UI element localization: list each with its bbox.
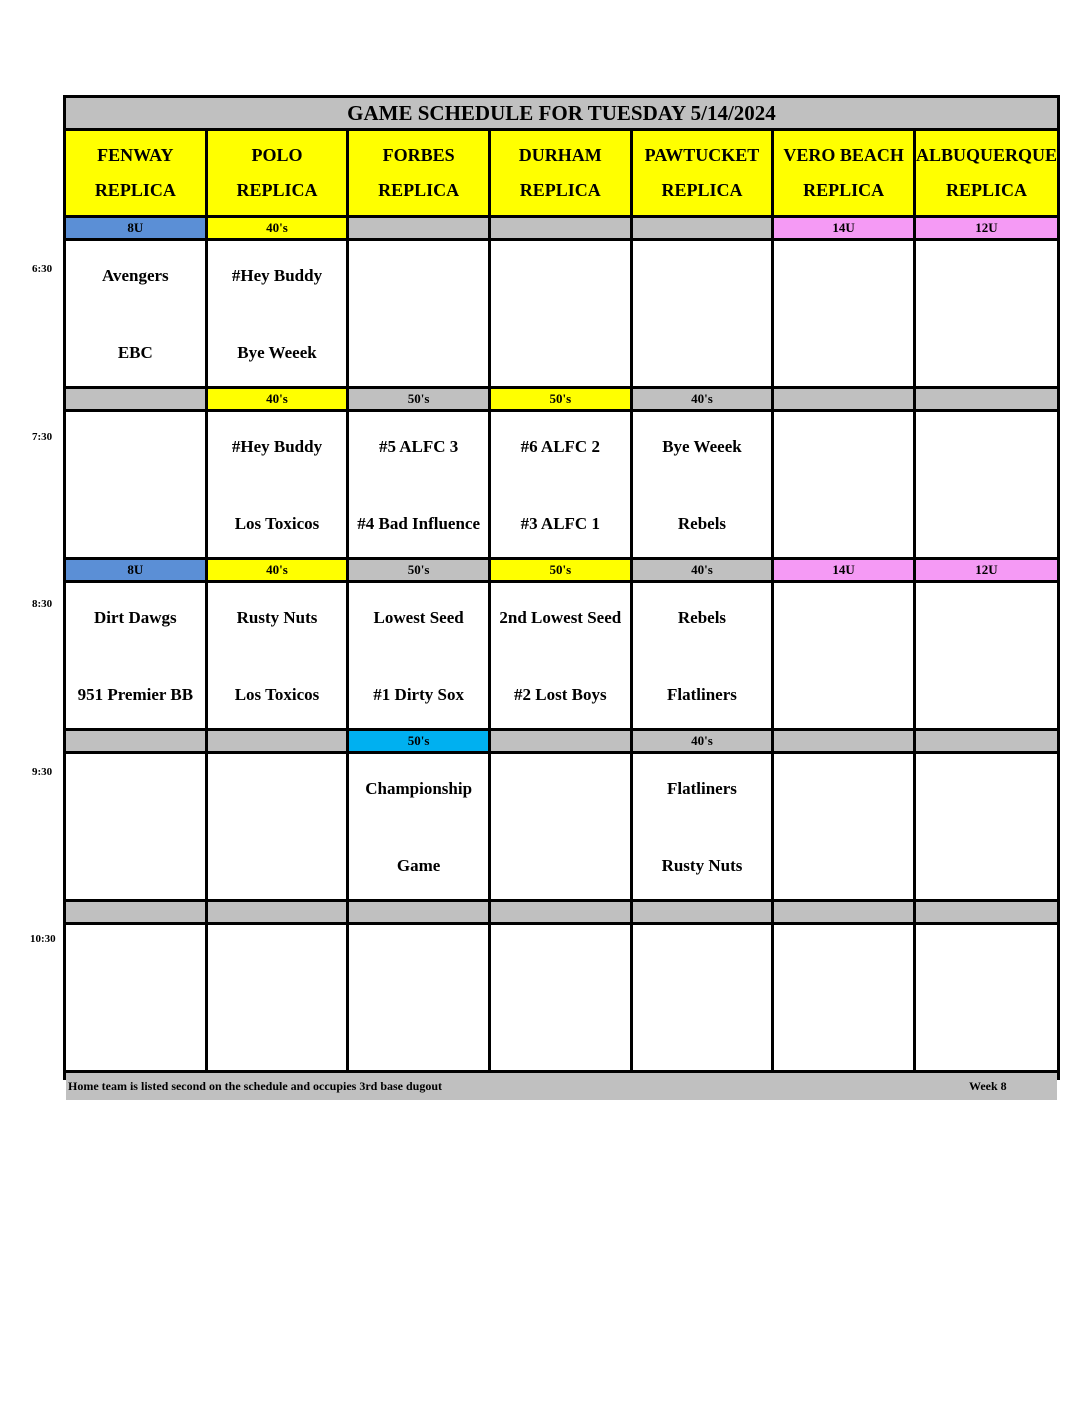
game-cell	[66, 925, 205, 1070]
division-label: 50's	[491, 389, 630, 409]
division-label: 40's	[208, 560, 347, 580]
home-team: #2 Lost Boys	[514, 685, 607, 704]
home-team: Los Toxicos	[234, 514, 320, 533]
home-team: Rebels	[677, 514, 727, 533]
division-label	[491, 731, 630, 751]
game-cell	[208, 754, 347, 899]
division-label	[208, 731, 347, 751]
division-label: 50's	[491, 560, 630, 580]
away-team: Flatliners	[667, 779, 737, 798]
division-label	[66, 389, 205, 409]
division-label	[349, 902, 488, 922]
home-team: Rusty Nuts	[661, 856, 743, 875]
field-type: REPLICA	[94, 180, 176, 200]
game-cell	[66, 583, 205, 728]
time-label: 8:30	[32, 598, 53, 610]
division-label: 8U	[66, 218, 205, 238]
division-label: 40's	[208, 389, 347, 409]
field-name: FENWAY	[97, 145, 174, 165]
home-team: EBC	[117, 343, 153, 362]
field-type: REPLICA	[803, 180, 885, 200]
game-cell	[774, 412, 913, 557]
away-team: #Hey Buddy	[231, 266, 323, 285]
time-label: 10:30	[30, 933, 56, 945]
game-cell	[633, 241, 772, 386]
division-label	[66, 731, 205, 751]
field-type: REPLICA	[378, 180, 460, 200]
division-label: 40's	[208, 218, 347, 238]
division-label: 14U	[774, 560, 913, 580]
schedule-footer	[66, 1073, 1057, 1100]
division-label	[633, 902, 772, 922]
game-cell	[208, 925, 347, 1070]
away-team: Championship	[365, 779, 473, 798]
home-team: Game	[396, 856, 441, 875]
division-label: 50's	[349, 389, 488, 409]
field-name: VERO BEACH	[783, 145, 904, 165]
field-type: REPLICA	[945, 180, 1027, 200]
home-team: Bye Weeek	[237, 343, 317, 362]
time-label: 7:30	[32, 431, 53, 443]
game-cell	[633, 412, 772, 557]
game-cell	[349, 241, 488, 386]
home-team-note: Home team is listed second on the schedule and occupies 3rd base dugout	[68, 1079, 443, 1093]
week-label: Week 8	[969, 1079, 1007, 1093]
field-name: POLO	[251, 145, 303, 165]
field-name: DURHAM	[518, 145, 602, 165]
field-header-fenway	[66, 131, 205, 215]
division-label	[66, 902, 205, 922]
home-team: #1 Dirty Sox	[373, 685, 464, 704]
division-label: 12U	[916, 560, 1057, 580]
away-team: Avengers	[101, 266, 169, 285]
home-team: Los Toxicos	[234, 685, 320, 704]
game-cell	[349, 754, 488, 899]
game-cell	[66, 412, 205, 557]
game-cell	[349, 583, 488, 728]
game-cell	[491, 583, 630, 728]
game-cell	[208, 241, 347, 386]
home-team: #3 ALFC 1	[520, 514, 600, 533]
game-cell	[66, 241, 205, 386]
game-cell	[349, 925, 488, 1070]
game-cell	[633, 925, 772, 1070]
schedule-table	[63, 95, 1060, 1093]
game-cell	[774, 583, 913, 728]
division-label: 50's	[349, 731, 488, 751]
away-team: Rebels	[677, 608, 727, 627]
schedule-title: GAME SCHEDULE FOR TUESDAY 5/14/2024	[66, 98, 1057, 128]
game-cell	[916, 412, 1057, 557]
division-label: 8U	[66, 560, 205, 580]
game-cell	[774, 925, 913, 1070]
division-label: 40's	[633, 731, 772, 751]
field-header-pawtucket	[633, 131, 772, 215]
division-label	[491, 902, 630, 922]
game-cell	[916, 754, 1057, 899]
division-label	[916, 902, 1057, 922]
game-cell	[491, 754, 630, 899]
away-team: #Hey Buddy	[231, 437, 323, 456]
division-label: 12U	[916, 218, 1057, 238]
division-label	[916, 389, 1057, 409]
division-label	[491, 218, 630, 238]
game-cell	[349, 412, 488, 557]
field-header-polo	[208, 131, 347, 215]
away-team: Lowest Seed	[373, 608, 464, 627]
game-cell	[208, 583, 347, 728]
game-cell	[774, 241, 913, 386]
division-label	[916, 731, 1057, 751]
game-cell	[774, 754, 913, 899]
field-type: REPLICA	[519, 180, 601, 200]
division-label	[774, 731, 913, 751]
division-label	[774, 902, 913, 922]
home-team: 951 Premier BB	[77, 685, 194, 704]
time-label: 9:30	[32, 766, 53, 778]
division-label: 40's	[633, 560, 772, 580]
away-team: Rusty Nuts	[236, 608, 318, 627]
away-team: Dirt Dawgs	[94, 608, 177, 627]
game-cell	[491, 925, 630, 1070]
game-cell	[633, 583, 772, 728]
time-label: 6:30	[32, 263, 53, 275]
game-cell	[491, 241, 630, 386]
division-label	[208, 902, 347, 922]
division-label: 50's	[349, 560, 488, 580]
game-cell	[916, 241, 1057, 386]
game-cell	[208, 412, 347, 557]
home-team: #4 Bad Influence	[357, 514, 481, 533]
game-cell	[916, 925, 1057, 1070]
game-cell	[916, 583, 1057, 728]
division-label	[774, 389, 913, 409]
game-cell	[491, 412, 630, 557]
away-team: 2nd Lowest Seed	[499, 608, 622, 627]
field-header-durham	[491, 131, 630, 215]
field-header-vero-beach	[774, 131, 913, 215]
division-label: 14U	[774, 218, 913, 238]
division-label	[349, 218, 488, 238]
away-team: Bye Weeek	[662, 437, 742, 456]
field-name: ALBUQUERQUE	[915, 145, 1057, 165]
field-header-albuquerque	[916, 131, 1057, 215]
field-name: PAWTUCKET	[644, 145, 760, 165]
game-cell	[633, 754, 772, 899]
away-team: #6 ALFC 2	[520, 437, 600, 456]
away-team: #5 ALFC 3	[378, 437, 459, 456]
home-team: Flatliners	[667, 685, 737, 704]
division-label	[633, 218, 772, 238]
field-name: FORBES	[382, 145, 455, 165]
field-type: REPLICA	[236, 180, 318, 200]
division-label: 40's	[633, 389, 772, 409]
field-header-forbes	[349, 131, 488, 215]
field-type: REPLICA	[661, 180, 743, 200]
game-cell	[66, 754, 205, 899]
